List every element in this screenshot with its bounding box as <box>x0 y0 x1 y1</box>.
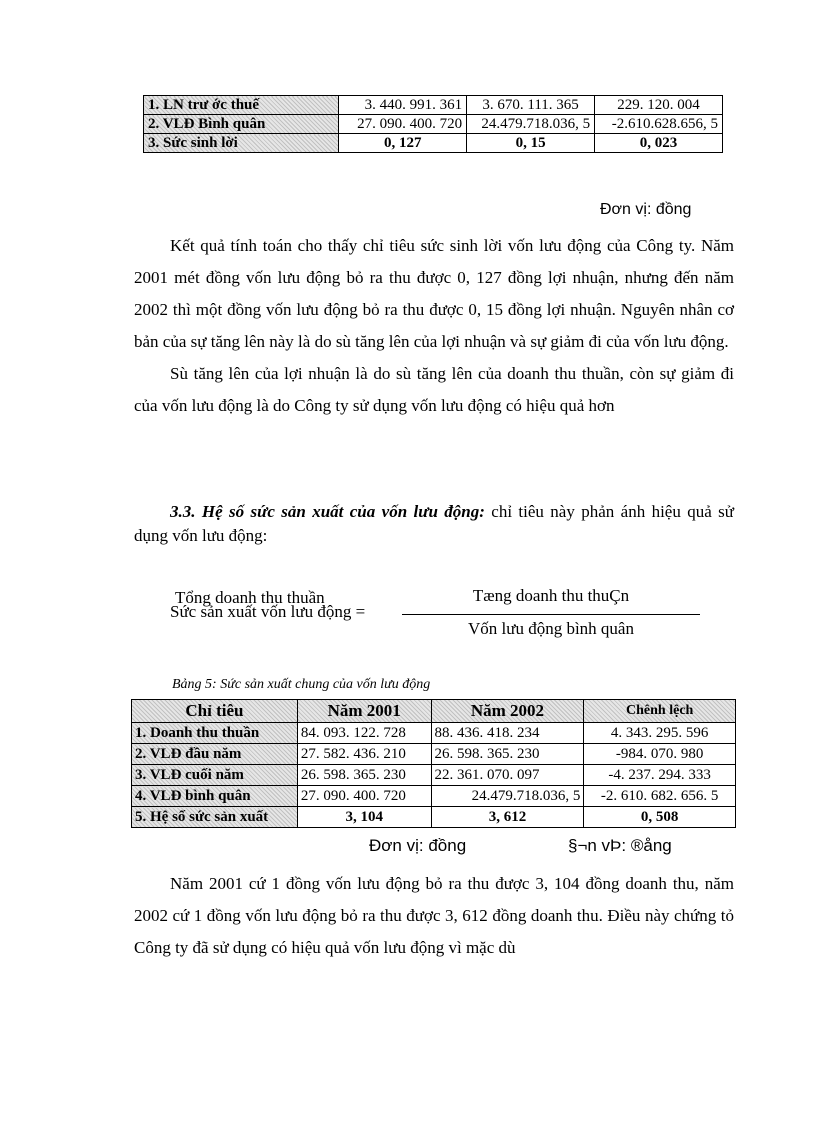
heading-title: 3.3. Hệ số sức sản xuất của vốn lưu động: <box>170 502 485 521</box>
cell-2002: 24.479.718.036, 5 <box>467 115 595 134</box>
formula-denominator: Vốn lưu động bình quân <box>468 619 634 638</box>
table-row <box>132 765 736 786</box>
row-label: 4. VLĐ bình quân <box>132 786 298 807</box>
paragraph: Năm 2001 cứ 1 đồng vốn lưu động bỏ ra thu được 3, 104 đồng doanh thu, năm 2002 cứ 1 đồng vốn lưu động bỏ ra thu được 3, 612 đồng doanh thu. Điều này chứng tỏ Công ty đã sử dụng có hiệu quả vốn lưu động vì mặc dù <box>134 874 734 957</box>
cell-diff: -2.610.628.656, 5 <box>595 115 723 134</box>
cell-2002: 22. 361. 070. 097 <box>431 765 584 786</box>
header-cell: Năm 2001 <box>297 700 431 723</box>
cell-diff: -2. 610. 682. 656. 5 <box>584 786 736 807</box>
table-row <box>132 723 736 744</box>
cell-diff: -984. 070. 980 <box>584 744 736 765</box>
table-header <box>132 700 736 723</box>
header-cell: Chênh lệch <box>584 700 736 723</box>
table-row <box>144 96 723 115</box>
row-label: 5. Hệ số sức sản xuất <box>132 807 298 828</box>
cell-2001: 27. 090. 400. 720 <box>339 115 467 134</box>
row-label: 2. VLĐ đầu năm <box>132 744 298 765</box>
cell-2002: 24.479.718.036, 5 <box>431 786 584 807</box>
table-row <box>132 786 736 807</box>
cell-diff: 0, 508 <box>584 807 736 828</box>
profitability-table <box>143 95 723 153</box>
row-label: 2. VLĐ Bình quân <box>144 115 339 134</box>
cell-diff: 0, 023 <box>595 134 723 153</box>
cell-2001: 3, 104 <box>297 807 431 828</box>
body-text <box>134 230 734 422</box>
header-cell: Năm 2002 <box>431 700 584 723</box>
table-row <box>144 134 723 153</box>
row-label: 1. Doanh thu thuần <box>132 723 298 744</box>
header-cell: Chỉ tiêu <box>132 700 298 723</box>
cell-2002: 3. 670. 111. 365 <box>467 96 595 115</box>
cell-2001: 26. 598. 365. 230 <box>297 765 431 786</box>
formula-lhs: Sức sản xuất vốn lưu động = <box>170 602 366 621</box>
cell-diff: 229. 120. 004 <box>595 96 723 115</box>
formula-numerator: Tæng doanh thu thuÇn <box>472 586 630 605</box>
production-table <box>131 699 736 828</box>
table-row <box>132 744 736 765</box>
paragraph: Kết quả tính toán cho thấy chỉ tiêu sức sinh lời vốn lưu động của Công ty. Năm 2001 mét đồng vốn lưu động bỏ ra thu được 0, 127 đồng lợi nhuận, nhưng đến năm 2002 thì một đồng vốn lưu động bỏ ra thu được 0, 15 đồng lợi nhuận. Nguyên nhân cơ bản của sự tăng lên này là do sù tăng lên của lợi nhuận và sự giảm đi của vốn lưu động. <box>134 236 734 351</box>
cell-2001: 0, 127 <box>339 134 467 153</box>
unit-label-garbled: §¬n vÞ: ®ång <box>568 836 672 855</box>
cell-2002: 0, 15 <box>467 134 595 153</box>
cell-diff: -4. 237. 294. 333 <box>584 765 736 786</box>
row-label: 1. LN trư ớc thuế <box>144 96 339 115</box>
cell-diff: 4. 343. 295. 596 <box>584 723 736 744</box>
cell-2001: 27. 582. 436. 210 <box>297 744 431 765</box>
cell-2001: 27. 090. 400. 720 <box>297 786 431 807</box>
cell-2002: 26. 598. 365. 230 <box>431 744 584 765</box>
cell-2001: 3. 440. 991. 361 <box>339 96 467 115</box>
formula-left <box>170 586 365 626</box>
paragraph: Sù tăng lên của lợi nhuận là do sù tăng lên của doanh thu thuần, còn sự giảm đi của vốn lưu động là do Công ty sử dụng vốn lưu động có hiệu quả hơn <box>134 364 734 415</box>
row-label: 3. Sức sinh lời <box>144 134 339 153</box>
table-row <box>132 807 736 828</box>
row-label: 3. VLĐ cuối năm <box>132 765 298 786</box>
cell-2001: 84. 093. 122. 728 <box>297 723 431 744</box>
table-row <box>144 115 723 134</box>
fraction-bar <box>402 614 700 615</box>
body-text <box>134 868 734 964</box>
unit-label: Đơn vị: đồng <box>600 201 692 218</box>
cell-2002: 88. 436. 418. 234 <box>431 723 584 744</box>
cell-2002: 3, 612 <box>431 807 584 828</box>
heading-text: chỉ tiêu này phản ánh hiệu quả sử dụng vốn lưu động: <box>134 502 734 545</box>
section-heading <box>134 500 734 548</box>
table-caption: Bảng 5: Sức sản xuất chung của vốn lưu động <box>172 677 431 692</box>
formula-overlay-text: Tổng doanh thu thuần <box>175 588 325 607</box>
unit-label: Đơn vị: đồng <box>369 836 467 855</box>
